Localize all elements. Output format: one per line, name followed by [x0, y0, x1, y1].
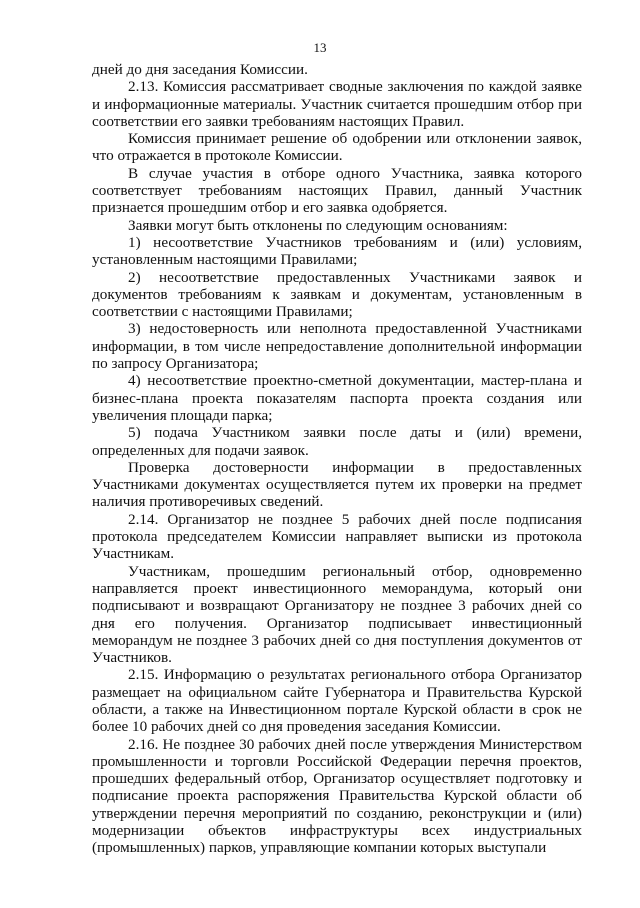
paragraph: 2.13. Комиссия рассматривает сводные заключения по каждой заявке и информационные материалы. Участник считается прошедшим отбор при соответствии его заявки требованиям настоящих Правил. [92, 78, 582, 130]
paragraph: В случае участия в отборе одного Участника, заявка которого соответствует требованиям настоящих Правил, данный Участник признается прошедшим отбор и его заявка одобряется. [92, 164, 582, 217]
list-item: 2) несоответствие предоставленных Участниками заявок и документов требованиям к заявкам и документам, установленным в соответствии с настоящими Правилами; [92, 268, 582, 321]
paragraph: 2.15. Информацию о результатах регионального отбора Организатор размещает на официальном сайте Губернатора и Правительства Курской области, а также на Инвестиционном портале Курской области в срок не более 10 рабочих дней со дня проведения заседания Комиссии. [92, 666, 582, 736]
paragraph: Участникам, прошедшим региональный отбор, одновременно направляется проект инвестиционного меморандума, который они подписывают и возвращают Организатору не позднее 3 рабочих дней со дня его получения. Организатор подписывает инвестиционный меморандум не позднее 3 рабочих дней со дня поступления документов от Участников. [92, 562, 582, 667]
paragraph: дней до дня заседания Комиссии. [92, 61, 308, 78]
list-item: 5) подача Участником заявки после даты и (или) времени, определенных для подачи заявок. [92, 424, 582, 459]
paragraph: 2.16. Не позднее 30 рабочих дней после утверждения Министерством промышленности и торговли Российской Федерации перечня проектов, прошедших федеральный отбор, Организатор осуществляет подготовку и подписание проекта распоряжения Правительства Курской области об утверждении перечня мероприятий по созданию, реконструкции и (или) модернизации объектов инфраструктуры всех индустриальных (промышленных) парков, управляющие компании которых выступали [92, 735, 582, 857]
paragraph: Комиссия принимает решение об одобрении или отклонении заявок, что отражается в протоколе Комиссии. [92, 130, 582, 165]
document-body [92, 61, 582, 857]
page-number: 13 [313, 40, 327, 55]
list-item: 4) несоответствие проектно-сметной документации, мастер-плана и бизнес-плана проекта показателям паспорта проекта создания или увеличения площади парка; [92, 372, 582, 424]
list-item: 1) несоответствие Участников требованиям и (или) условиям, установленным настоящими Правилами; [92, 233, 582, 269]
paragraph: Заявки могут быть отклонены по следующим основаниям: [128, 216, 508, 234]
paragraph: Проверка достоверности информации в предоставленных Участниками документах осуществляется путем их проверки на предмет наличия противоречивых сведений. [92, 458, 582, 511]
list-item: 3) недостоверность или неполнота предоставленной Участниками информации, в том числе непредоставление дополнительной информации по запросу Организатора; [92, 320, 582, 373]
paragraph: 2.14. Организатор не позднее 5 рабочих дней после подписания протокола председателем Комиссии направляет выписки из протокола Участникам. [92, 510, 582, 563]
